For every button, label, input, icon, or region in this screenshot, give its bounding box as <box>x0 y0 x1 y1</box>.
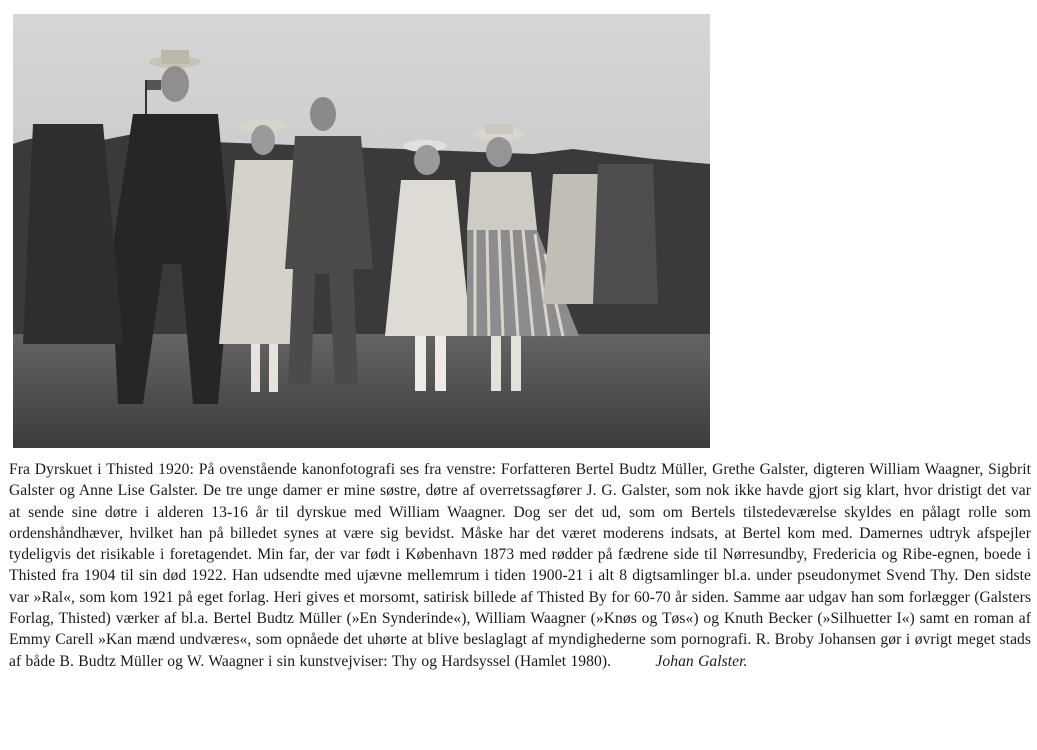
caption-signature: Johan Galster. <box>655 652 748 670</box>
photo-caption <box>9 459 1031 672</box>
caption-text: Fra Dyrskuet i Thisted 1920: På ovenstående kanonfotografi ses fra venstre: Forfatteren Bertel Budtz Müller, Grethe Galster, digteren William Waagner, Sigbrit Galster og Anne Lise Galster. De tre unge damer er mine søstre, døtre af overretssagfører J. G. Galster, som nok ikke havde gjort sig klart, hvor dristigt det var at sende sine døtre i alderen 13-16 år til dyrskue med William Waagner. Dog ser det ud, som om Bertels tilstedeværelse skyldes en pålagt rolle som ordenshåndhæver, hvilket han på billedet synes at være sig bevidst. Måske har det været moderens indsats, at Bertel kom med. Damernes udtryk afspejler tydeligvis det risikable i foretagendet. Min far, der var født i København 1873 med rødder på fædrene side til Nørresundby, Fredericia og Ribe-egnen, boede i Thisted fra 1904 til sin død 1922. Han udsendte med ujævne mellemrum i tiden 1900-21 i alt 8 digtsamlinger bl.a. under pseudonymet Svend Thy. Den sidste var »Ral«, som kom 1921 på eget forlag. Heri gives et morsomt, satirisk billede af Thisted By for 60-70 år siden. Samme aar udgav han som forlægger (Galsters Forlag, Thisted) værker af bl.a. Bertel Budtz Müller (»En Synderinde«), William Waagner (»Knøs og Tøs«) og Knuth Becker (»Silhuetter I«) samt en roman af Emmy Carell »Kan mænd undværes«, som opnåede det uhørte at blive beslaglagt af myndighederne som pornografi. R. Broby Johansen gør i øvrigt meget stads af både B. Budtz Müller og W. Waagner i sin kunstvejviser: Thy og Hardsyssel (Hamlet 1980). <box>9 461 1031 670</box>
photo-icon <box>13 14 710 448</box>
historical-photograph <box>13 14 710 448</box>
